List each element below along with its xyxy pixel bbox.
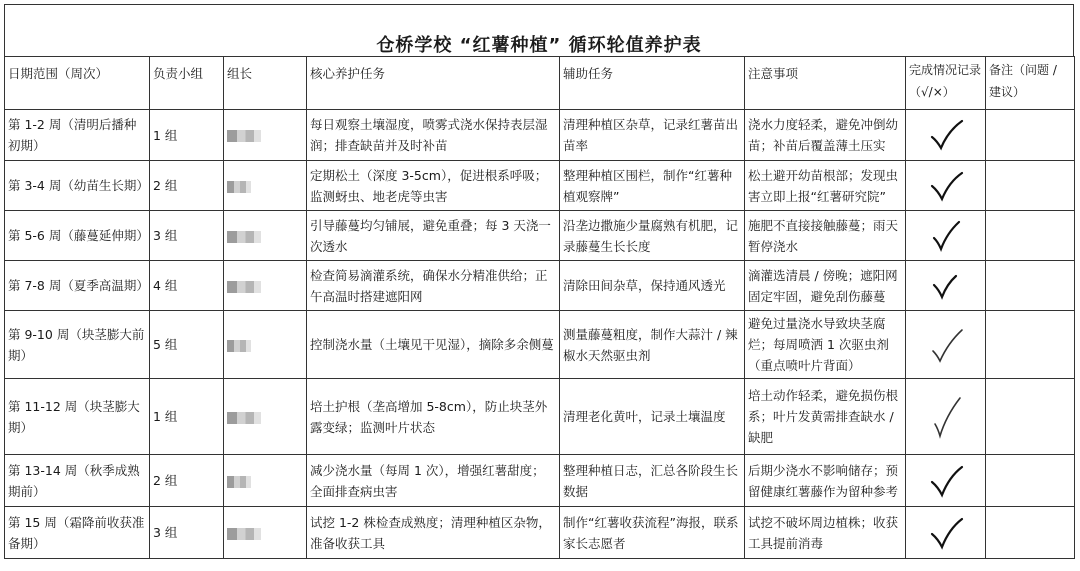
period-cell: 第 7-8 周（夏季高温期） (5, 261, 150, 311)
period-cell: 第 15 周（霜降前收获准备期） (5, 507, 150, 559)
notes-cell: 试挖不破坏周边植株；收获工具提前消毒 (745, 507, 906, 559)
done-cell (906, 110, 986, 161)
done-cell (906, 379, 986, 455)
group-cell: 1 组 (150, 379, 224, 455)
core-task-cell: 定期松土（深度 3-5cm），促进根系呼吸；监测蚜虫、地老虎等虫害 (307, 161, 560, 211)
notes-cell: 施肥不直接接触藤蔓；雨天暂停浇水 (745, 211, 906, 261)
table-header-row (5, 57, 1075, 110)
checkmark-icon (926, 394, 966, 440)
redacted-name (227, 412, 261, 424)
header-done: 完成情况记录（√/×） (906, 57, 986, 110)
notes-cell: 滴灌选清晨 / 傍晚；遮阳网固定牢固，避免刮伤藤蔓 (745, 261, 906, 311)
leader-cell (224, 110, 307, 161)
aux-task-cell: 测量藤蔓粗度，制作大蒜汁 / 辣椒水天然驱虫剂 (560, 311, 745, 379)
leader-cell (224, 379, 307, 455)
header-notes: 注意事项 (745, 57, 906, 110)
checkmark-icon (926, 117, 966, 153)
done-cell (906, 211, 986, 261)
period-cell: 第 1-2 周（清明后播种初期） (5, 110, 150, 161)
table-row (5, 311, 1075, 379)
period-cell: 第 11-12 周（块茎膨大期） (5, 379, 150, 455)
core-task-cell: 引导藤蔓均匀铺展，避免重叠；每 3 天浇一次透水 (307, 211, 560, 261)
checkmark-icon (926, 325, 966, 365)
table-row (5, 379, 1075, 455)
core-task-cell: 每日观察土壤湿度，喷雾式浇水保持表层湿润；排查缺苗并及时补苗 (307, 110, 560, 161)
header-leader: 组长 (224, 57, 307, 110)
done-cell (906, 311, 986, 379)
core-task-cell: 减少浇水量（每周 1 次），增强红薯甜度；全面排查病虫害 (307, 455, 560, 507)
done-cell (906, 161, 986, 211)
table-row (5, 161, 1075, 211)
table-row (5, 211, 1075, 261)
remark-cell (986, 211, 1075, 261)
aux-task-cell: 制作“红薯收获流程”海报，联系家长志愿者 (560, 507, 745, 559)
table-row (5, 261, 1075, 311)
header-remark: 备注（问题 / 建议） (986, 57, 1075, 110)
leader-cell (224, 311, 307, 379)
notes-cell: 浇水力度轻柔，避免冲倒幼苗；补苗后覆盖薄土压实 (745, 110, 906, 161)
notes-cell: 松土避开幼苗根部；发现虫害立即上报“红薯研究院” (745, 161, 906, 211)
group-cell: 5 组 (150, 311, 224, 379)
notes-cell: 后期少浇水不影响储存；预留健康红薯藤作为留种参考 (745, 455, 906, 507)
page-title: 仓桥学校 “红薯种植” 循环轮值养护表 (376, 35, 702, 56)
notes-cell: 培土动作轻柔，避免损伤根系；叶片发黄需排查缺水 / 缺肥 (745, 379, 906, 455)
done-cell (906, 507, 986, 559)
redacted-name (227, 231, 261, 243)
leader-cell (224, 507, 307, 559)
group-cell: 4 组 (150, 261, 224, 311)
rotation-sheet (4, 4, 1074, 564)
group-cell: 3 组 (150, 507, 224, 559)
period-cell: 第 3-4 周（幼苗生长期） (5, 161, 150, 211)
redacted-name (227, 476, 251, 488)
header-aux-task: 辅助任务 (560, 57, 745, 110)
aux-task-cell: 清理老化黄叶，记录土壤温度 (560, 379, 745, 455)
notes-cell: 避免过量浇水导致块茎腐烂；每周喷洒 1 次驱虫剂（重点喷叶片背面） (745, 311, 906, 379)
redacted-name (227, 340, 251, 352)
group-cell: 3 组 (150, 211, 224, 261)
remark-cell (986, 311, 1075, 379)
header-group: 负责小组 (150, 57, 224, 110)
remark-cell (986, 507, 1075, 559)
table-row (5, 110, 1075, 161)
leader-cell (224, 455, 307, 507)
aux-task-cell: 清理种植区杂草，记录红薯苗出苗率 (560, 110, 745, 161)
leader-cell (224, 261, 307, 311)
remark-cell (986, 379, 1075, 455)
core-task-cell: 培土护根（垄高增加 5-8cm），防止块茎外露变绿；监测叶片状态 (307, 379, 560, 455)
leader-cell (224, 211, 307, 261)
table-row (5, 455, 1075, 507)
header-core-task: 核心养护任务 (307, 57, 560, 110)
title-bar (4, 4, 1074, 56)
aux-task-cell: 整理种植日志，汇总各阶段生长数据 (560, 455, 745, 507)
checkmark-icon (926, 168, 966, 204)
checkmark-icon (926, 268, 966, 304)
done-cell (906, 455, 986, 507)
group-cell: 1 组 (150, 110, 224, 161)
remark-cell (986, 110, 1075, 161)
remark-cell (986, 261, 1075, 311)
redacted-name (227, 528, 261, 540)
checkmark-icon (926, 462, 966, 500)
group-cell: 2 组 (150, 455, 224, 507)
leader-cell (224, 161, 307, 211)
core-task-cell: 试挖 1-2 株检查成熟度；清理种植区杂物，准备收获工具 (307, 507, 560, 559)
aux-task-cell: 清除田间杂草，保持通风透光 (560, 261, 745, 311)
period-cell: 第 9-10 周（块茎膨大前期） (5, 311, 150, 379)
done-cell (906, 261, 986, 311)
checkmark-icon (926, 514, 966, 552)
core-task-cell: 检查简易滴灌系统，确保水分精准供给；正午高温时搭建遮阳网 (307, 261, 560, 311)
remark-cell (986, 161, 1075, 211)
table-row (5, 507, 1075, 559)
care-schedule-table (4, 56, 1075, 559)
period-cell: 第 5-6 周（藤蔓延伸期） (5, 211, 150, 261)
redacted-name (227, 130, 261, 142)
redacted-name (227, 181, 251, 193)
header-period: 日期范围（周次） (5, 57, 150, 110)
remark-cell (986, 455, 1075, 507)
redacted-name (227, 281, 261, 293)
group-cell: 2 组 (150, 161, 224, 211)
checkmark-icon (926, 218, 966, 254)
period-cell: 第 13-14 周（秋季成熟期前） (5, 455, 150, 507)
core-task-cell: 控制浇水量（土壤见干见湿），摘除多余侧蔓 (307, 311, 560, 379)
aux-task-cell: 沿垄边撒施少量腐熟有机肥，记录藤蔓生长长度 (560, 211, 745, 261)
aux-task-cell: 整理种植区围栏，制作“红薯种植观察牌” (560, 161, 745, 211)
